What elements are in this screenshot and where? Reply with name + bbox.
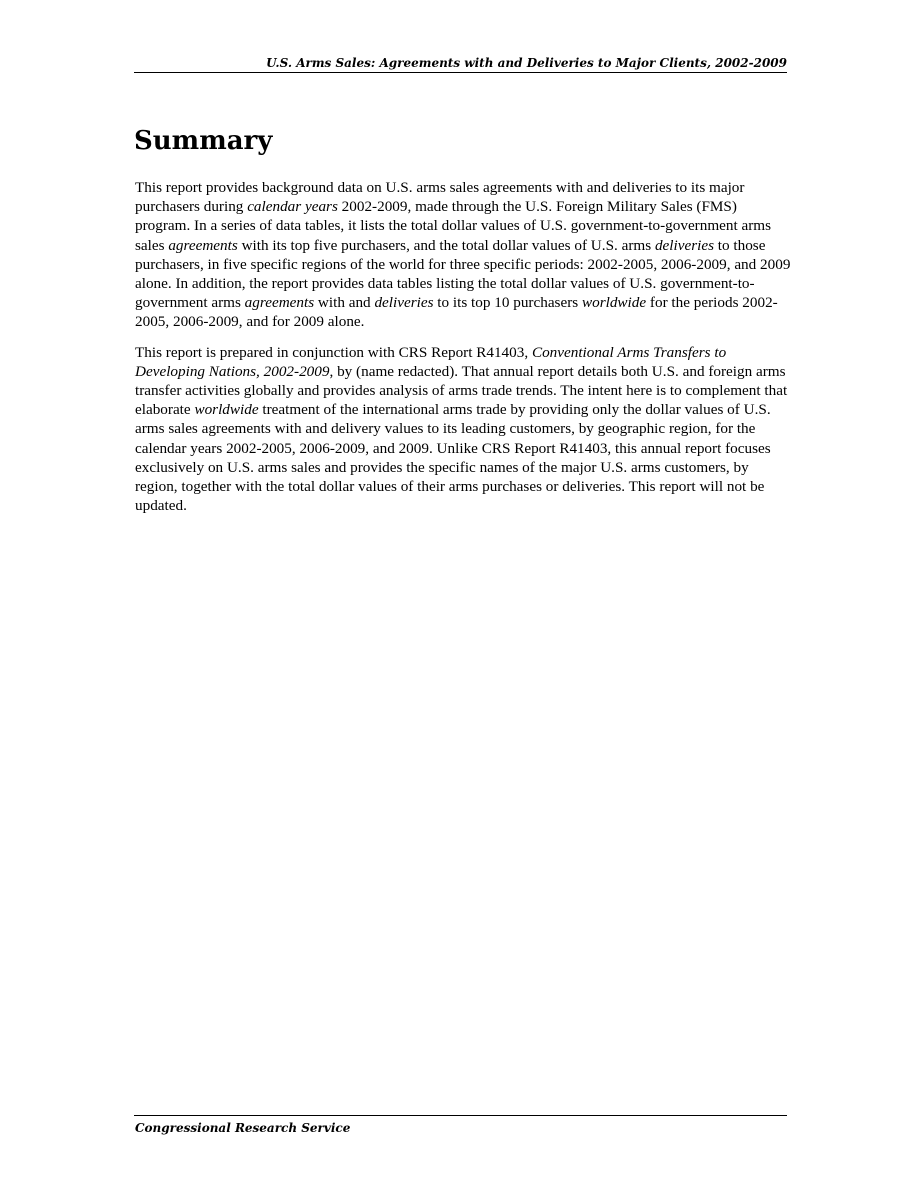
text-run: treatment of the international arms trade by providing only the dollar values of U.S. arms sales agreements with and delivery values to its leading customers, by geographic region, for the calendar years 2002-2005, 2006-2009, and 2009. Unlike CRS Report R41403, this annual report focuses exclusively on U.S. arms sales and provides the specific names of the major U.S. arms customers, by region, together with the total dollar values of their arms purchases or deliveries. This report will not be updated.: [135, 401, 771, 515]
report-title-citation: Conventional Arms Transfers to Developing Nations, 2002-2009: [135, 343, 727, 380]
header-divider: [134, 72, 787, 73]
summary-paragraph-1: [135, 178, 795, 332]
emphasis-run: deliveries: [374, 294, 434, 312]
emphasis-run: agreements: [168, 236, 238, 254]
text-run: This report is prepared in conjunction with CRS Report R41403,: [135, 343, 532, 361]
summary-paragraph-2: [135, 343, 795, 516]
summary-body: [135, 178, 795, 526]
text-run: , by (name redacted). That annual report details both U.S. and foreign arms transfer activities globally and provides analysis of arms trade trends. The intent here is to complement that elaborate: [135, 362, 788, 419]
footer-organization: Congressional Research Service: [135, 1121, 351, 1135]
text-run: to its top 10 purchasers: [433, 294, 582, 312]
emphasis-run: worldwide: [194, 401, 259, 419]
text-run: This report provides background data on U.S. arms sales agreements with and deliveries to its major purchasers during: [135, 179, 745, 216]
emphasis-run: agreements: [244, 294, 315, 312]
emphasis-run: calendar years: [247, 198, 338, 216]
text-run: with and: [314, 294, 375, 312]
running-header: U.S. Arms Sales: Agreements with and Deliveries to Major Clients, 2002-2009: [266, 56, 787, 70]
text-run: to those purchasers, in five specific regions of the world for three specific periods: 2002-2005, 2006-2009, and 2009 alone. In addition, the report provides data tables listing the total dollar values of U.S. government-to-government arms: [135, 236, 791, 312]
page-title: Summary: [134, 126, 273, 156]
emphasis-run: worldwide: [581, 294, 647, 312]
emphasis-run: deliveries: [654, 236, 714, 254]
footer-divider: [134, 1115, 787, 1116]
text-run: with its top five purchasers, and the total dollar values of U.S. arms: [237, 236, 655, 254]
text-run: for the periods 2002-2005, 2006-2009, and for 2009 alone.: [135, 294, 778, 331]
text-run: 2002-2009, made through the U.S. Foreign Military Sales (FMS) program. In a series of data tables, it lists the total dollar values of U.S. government-to-government arms sales: [135, 198, 772, 254]
